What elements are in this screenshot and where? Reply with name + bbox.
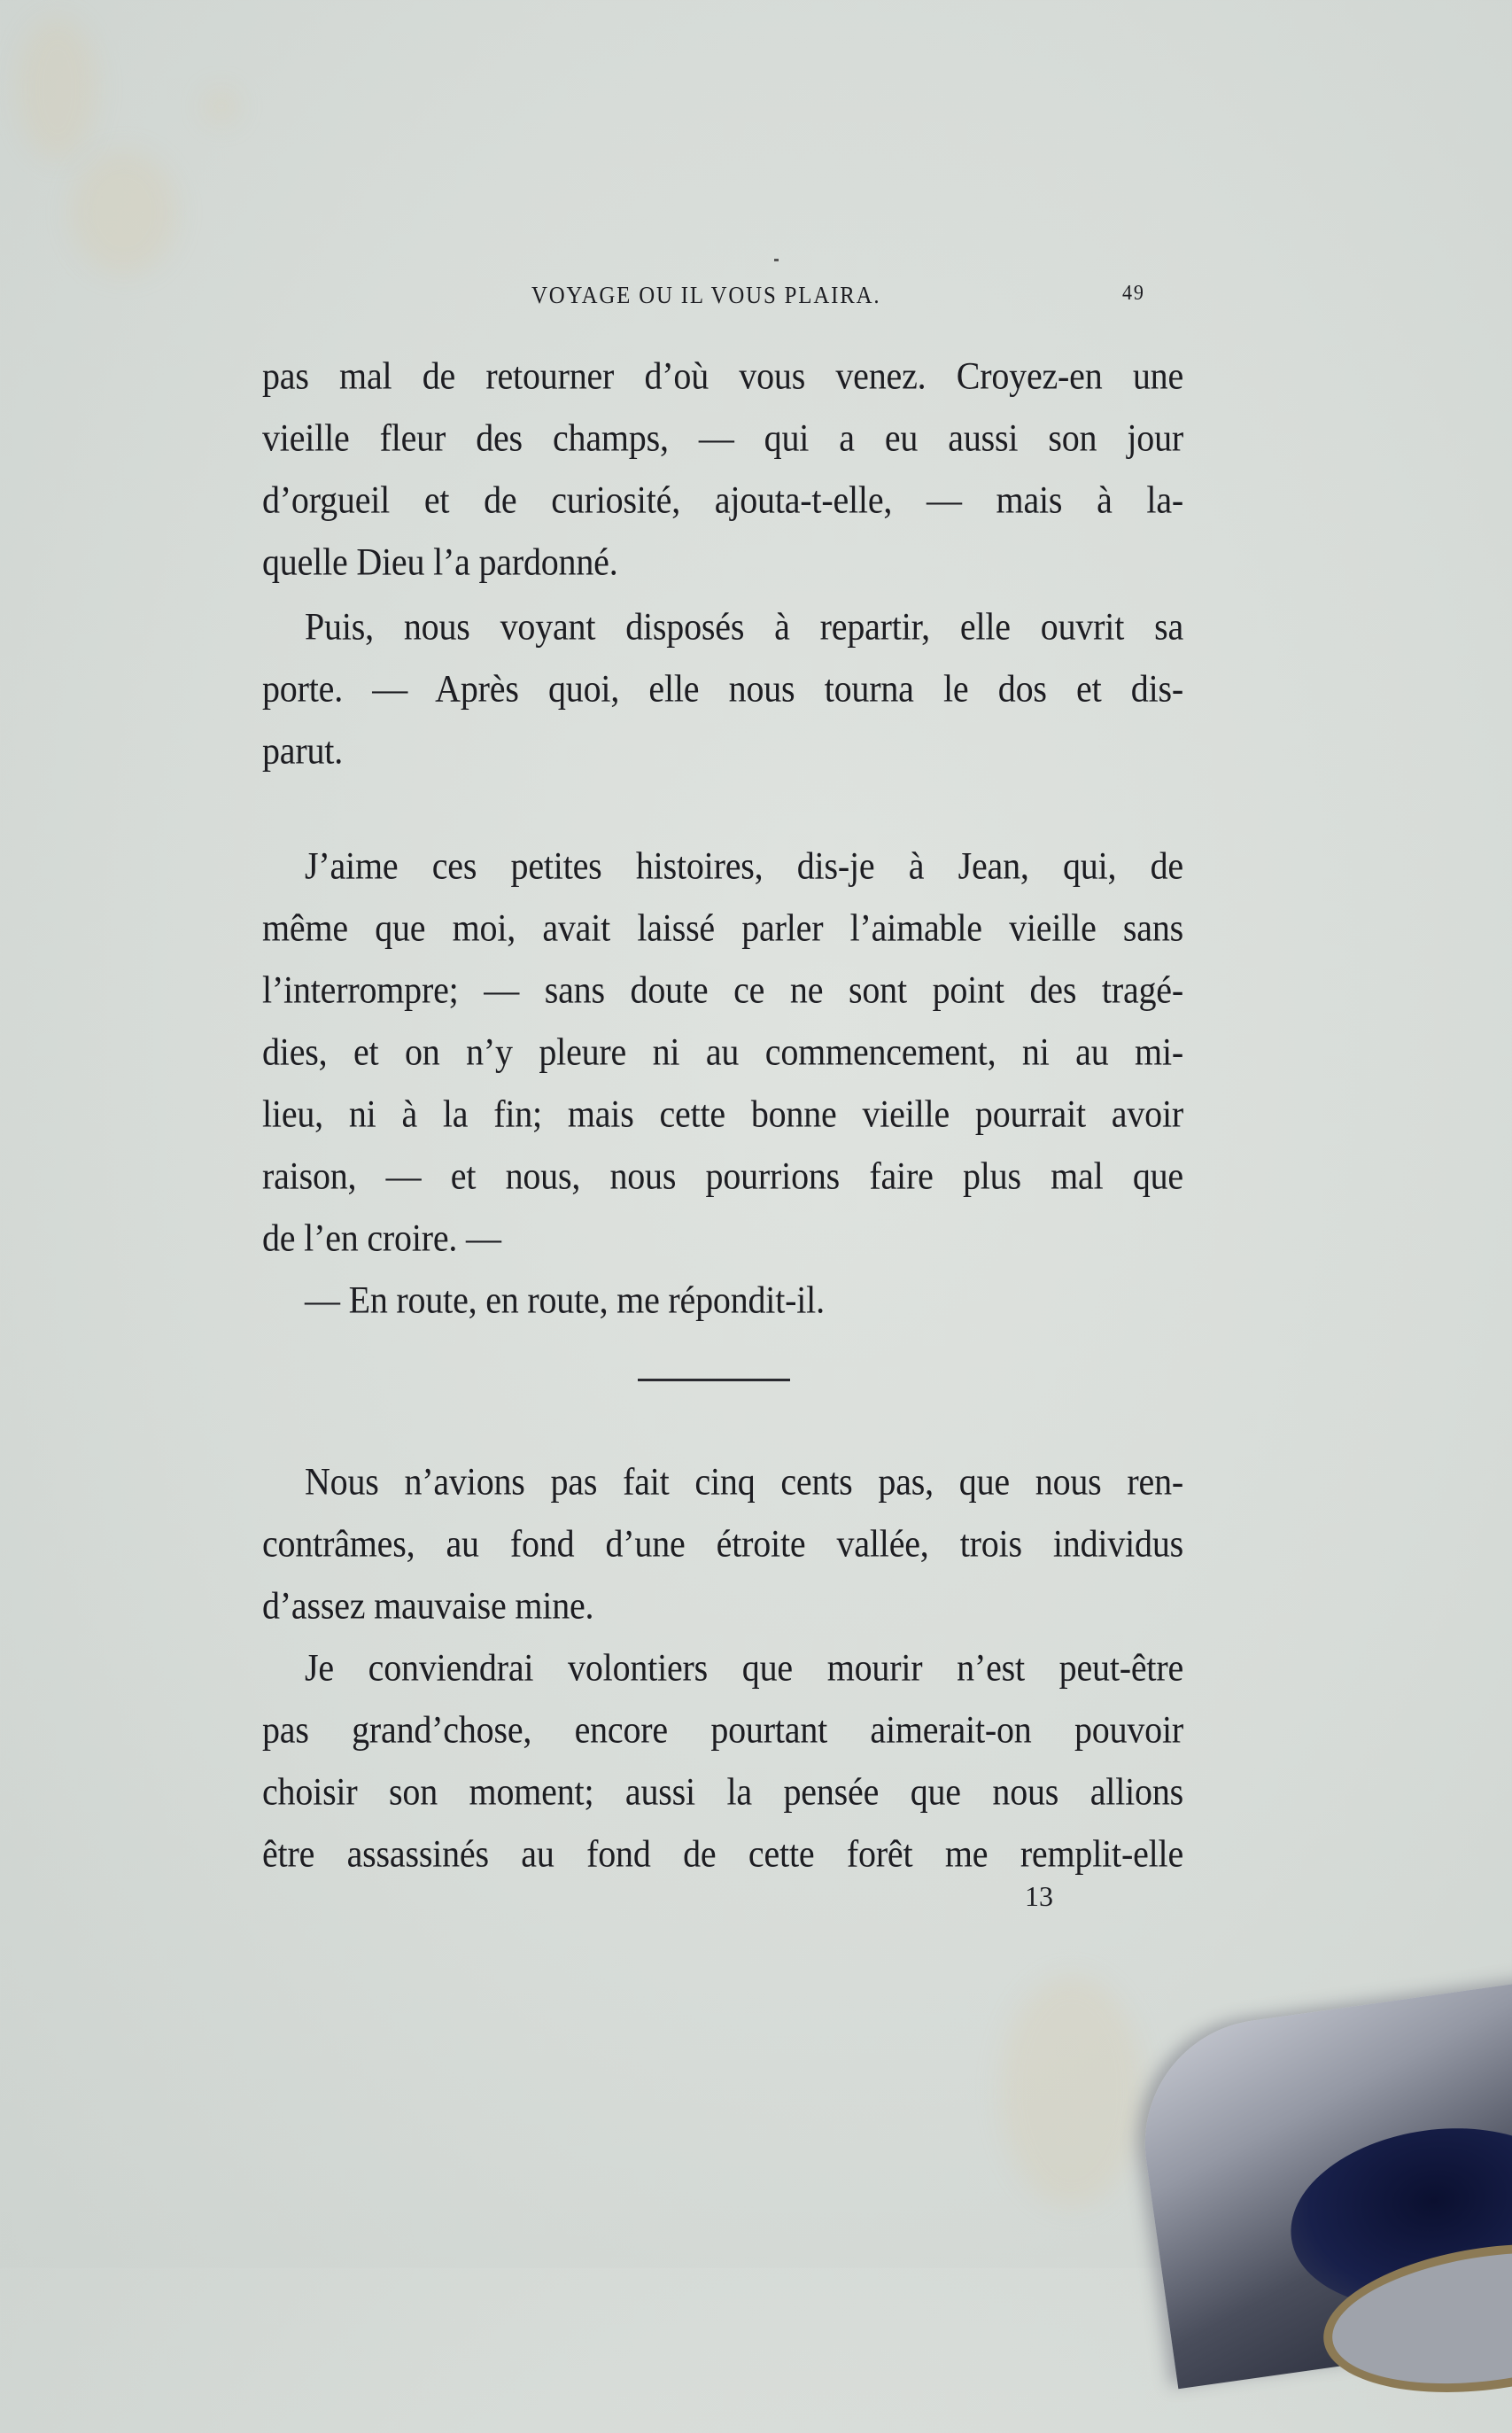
paper-stain xyxy=(18,18,97,159)
paper-stain xyxy=(204,89,239,124)
text-line: être assassinés au fond de cette forêt me remplit-elle xyxy=(262,1831,1183,1876)
text-line: vieille fleur des champs, — qui a eu aussi son jour xyxy=(262,416,1183,460)
text-line: l’interrompre; — sans doute ce ne sont point des tragé- xyxy=(262,968,1183,1012)
text-line: dies, et on n’y pleure ni au commencement, ni au mi- xyxy=(262,1030,1183,1074)
running-title: VOYAGE OU IL VOUS PLAIRA. xyxy=(531,282,881,308)
page-number: 49 xyxy=(1122,282,1145,305)
text-line: même que moi, avait laissé parler l’aimable vieille sans xyxy=(262,906,1183,950)
text-line: Puis, nous voyant disposés à repartir, elle ouvrit sa xyxy=(305,604,1183,649)
text-line: J’aime ces petites histoires, dis-je à Jean, qui, de xyxy=(305,843,1183,888)
signature-mark: 13 xyxy=(1025,1880,1053,1912)
text-line: choisir son moment; aussi la pensée que nous allions xyxy=(262,1769,1183,1814)
text-line: — En route, en route, me répondit-il. xyxy=(305,1278,825,1322)
text-line: raison, — et nous, nous pourrions faire plus mal que xyxy=(262,1154,1183,1198)
text-line: pas grand’chose, encore pourtant aimerait-on pouvoir xyxy=(262,1707,1183,1752)
print-mark xyxy=(774,259,779,261)
text-line: parut. xyxy=(262,728,343,773)
page-weight-object xyxy=(1129,1974,1512,2389)
running-header xyxy=(531,282,1151,317)
text-line: lieu, ni à la fin; mais cette bonne vieille pourrait avoir xyxy=(262,1092,1183,1136)
text-line: contrâmes, au fond d’une étroite vallée, trois individus xyxy=(262,1521,1183,1566)
section-separator xyxy=(638,1379,790,1381)
text-line: porte. — Après quoi, elle nous tourna le dos et dis- xyxy=(262,666,1183,711)
paper-stain xyxy=(71,151,177,275)
text-line: d’assez mauvaise mine. xyxy=(262,1583,594,1628)
text-line: d’orgueil et de curiosité, ajouta-t-elle, — mais à la- xyxy=(262,478,1183,522)
text-line: Nous n’avions pas fait cinq cents pas, que nous ren- xyxy=(305,1459,1183,1504)
paper-stain xyxy=(1001,1976,1143,2206)
text-line: de l’en croire. — xyxy=(262,1216,501,1260)
text-line: quelle Dieu l’a pardonné. xyxy=(262,540,618,584)
text-line: pas mal de retourner d’où vous venez. Croyez-en une xyxy=(262,354,1183,398)
text-line: Je conviendrai volontiers que mourir n’est peut-être xyxy=(305,1645,1183,1690)
